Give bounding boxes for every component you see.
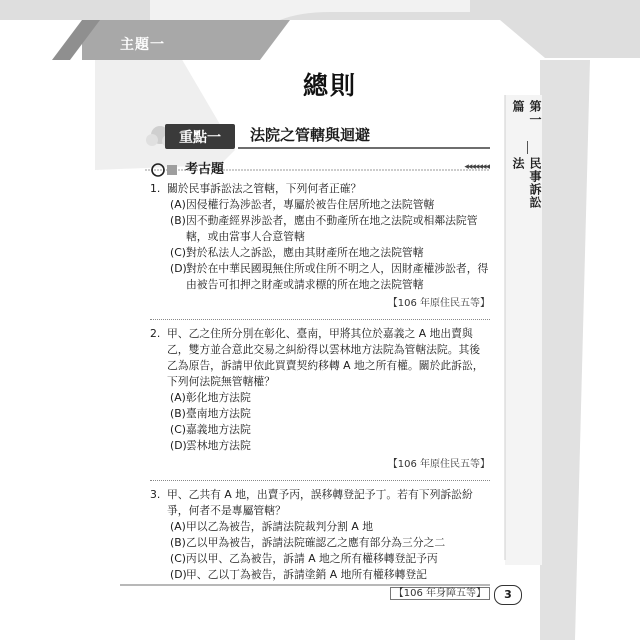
side-tab-subject: 民事訴訟法	[511, 157, 542, 210]
option-label: (D)	[170, 262, 187, 275]
question-stem	[150, 181, 490, 197]
chapter-title: 總則	[302, 71, 357, 100]
option-text: 對於在中華民國現無住所或住所不明之人，因財產權涉訟者，得由被告可扣押之財產或請求標的所在地之法院管轄	[186, 262, 489, 291]
option-text: 乙以甲為被告，訴請法院確認乙之應有部分為三分之二	[186, 536, 446, 549]
question-divider	[150, 480, 490, 481]
option-label: (A)	[170, 391, 186, 404]
question-divider	[150, 319, 490, 320]
question-source: 【106 年原住民五等】	[387, 459, 490, 470]
option-label: (C)	[170, 552, 186, 565]
option-text: 因不動產經界涉訟者，應由不動產所在地之法院或相鄰法院管轄，或由當事人合意管轄	[186, 214, 478, 243]
question-source-text: 【106 年身障五等】	[390, 587, 490, 600]
option-text: 因侵權行為涉訟者，專屬於被告住居所地之法院管轄	[186, 198, 435, 211]
key-point-badge: 重點一	[165, 124, 235, 149]
option-text: 對於私法人之訴訟，應由其財產所在地之法院管轄	[186, 246, 424, 259]
question-stem	[150, 487, 490, 519]
option-label: (B)	[170, 407, 186, 420]
option-list	[170, 519, 490, 583]
option-item	[170, 406, 490, 422]
option-item	[170, 535, 490, 551]
option-text: 甲以乙為被告，訴請法院裁判分割 A 地	[186, 520, 373, 533]
option-item	[170, 213, 490, 245]
question-number: 2.	[150, 327, 161, 340]
option-item	[170, 261, 490, 293]
option-item	[170, 438, 490, 454]
option-text: 臺南地方法院	[186, 407, 251, 420]
option-text: 彰化地方法院	[186, 391, 251, 404]
option-item	[170, 245, 490, 261]
option-text: 丙以甲、乙為被告，訴請 A 地之所有權移轉登記予丙	[186, 552, 438, 565]
page-number: 3	[494, 585, 522, 605]
question-stem	[150, 326, 490, 390]
question-item	[150, 487, 490, 602]
option-text: 雲林地方法院	[186, 439, 251, 452]
option-label: (A)	[170, 198, 186, 211]
option-label: (B)	[170, 536, 186, 549]
question-text: 甲、乙之住所分別在彰化、臺南，甲將其位於嘉義之 A 地出賣與乙，雙方並合意此交易之糾紛得以雲林地方法院為管轄法院。其後乙為原告，訴請甲依此買賣契約移轉 A 地之所有權。關於此訴訟，下列何法院無管轄權？	[167, 327, 484, 388]
arrow-decoration-icon: ◂◂◂◂◂◂◂	[464, 162, 489, 172]
question-item	[150, 326, 490, 473]
option-item	[170, 519, 490, 535]
option-item	[170, 551, 490, 567]
question-number: 1.	[150, 182, 161, 195]
option-label: (C)	[170, 423, 186, 436]
side-tab-separator	[527, 141, 528, 155]
key-point-header	[145, 121, 490, 152]
option-item	[170, 422, 490, 438]
theme-title: 主題一	[120, 37, 165, 53]
option-item	[170, 390, 490, 406]
option-text: 甲、乙以丁為被告，訴請塗銷 A 地所有權移轉登記	[186, 568, 427, 581]
question-text: 甲、乙共有 A 地，出賣予丙，誤移轉登記予丁。若有下列訴訟紛爭，何者不是專屬管轄？	[167, 488, 473, 517]
option-label: (D)	[170, 439, 187, 452]
circle-marker-icon	[149, 161, 181, 179]
option-text: 嘉義地方法院	[186, 423, 251, 436]
exam-section-header	[145, 161, 493, 179]
question-list	[150, 181, 490, 602]
question-number: 3.	[150, 488, 161, 501]
option-item	[170, 197, 490, 213]
question-source: 【106 年原住民五等】	[387, 298, 490, 309]
key-point-title: 法院之管轄與迴避	[238, 124, 490, 149]
option-list	[170, 390, 490, 454]
exam-section-label: 考古題	[185, 162, 225, 177]
side-tab-part: 第一篇	[511, 100, 542, 126]
option-label: (B)	[170, 214, 186, 227]
option-list	[170, 197, 490, 293]
question-item	[150, 181, 490, 312]
option-label: (D)	[170, 568, 187, 581]
option-item	[170, 567, 490, 583]
question-source	[150, 586, 490, 602]
side-tab	[512, 100, 542, 220]
option-label: (A)	[170, 520, 186, 533]
option-label: (C)	[170, 246, 186, 259]
question-text: 關於民事訴訟法之管轄，下列何者正確？	[167, 182, 362, 195]
